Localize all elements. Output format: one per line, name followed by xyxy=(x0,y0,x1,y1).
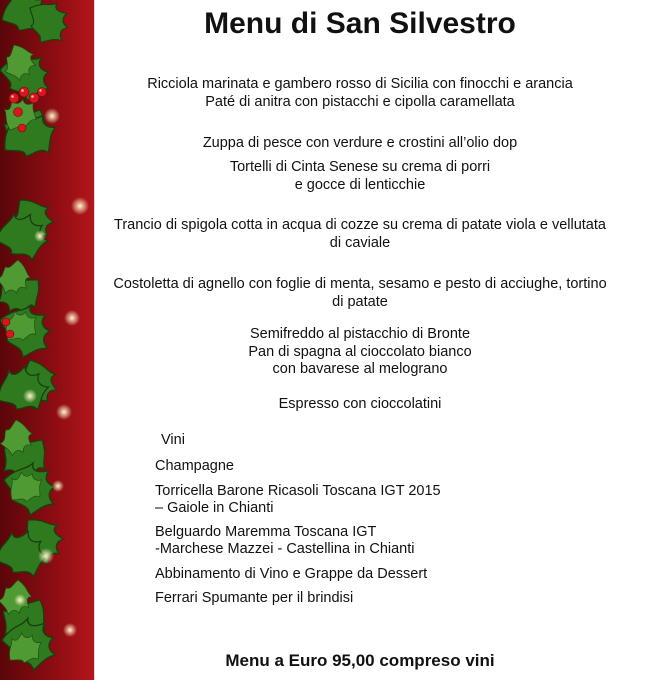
wine-item: Champagne xyxy=(155,458,234,474)
course-primo-2-cont: e gocce di lenticchie xyxy=(294,177,426,193)
wine-item: Torricella Barone Ricasoli Toscana IGT 2015 xyxy=(155,483,441,499)
page-title: Menu di San Silvestro xyxy=(204,7,516,40)
course-secondo-2: Costoletta di agnello con foglie di menta, sesamo e pesto di acciughe, tortino xyxy=(113,276,607,292)
course-secondo-2-cont: di patate xyxy=(332,294,388,310)
wine-item-cont: – Gaiole in Chianti xyxy=(155,500,274,516)
course-antipasto-2: Paté di anitra con pistacchi e cipolla caramellata xyxy=(205,94,515,110)
course-secondo-1: Trancio di spigola cotta in acqua di cozze su crema di patate viola e vellutata xyxy=(114,217,606,233)
wine-item: Ferrari Spumante per il brindisi xyxy=(155,590,354,606)
course-secondo-1-cont: di caviale xyxy=(329,235,391,251)
holly-border-decoration xyxy=(0,0,94,680)
wine-item: Abbinamento di Vino e Grappe da Dessert xyxy=(155,566,428,582)
course-dessert-2-cont: con bavarese al melograno xyxy=(272,361,448,377)
border-edge-line xyxy=(94,0,95,680)
course-coffee: Espresso con cioccolatini xyxy=(278,396,442,412)
menu-price: Menu a Euro 95,00 compreso vini xyxy=(225,651,495,670)
course-primo-1: Zuppa di pesce con verdure e crostini all’olio dop xyxy=(202,135,518,151)
wine-item-cont: -Marchese Mazzei - Castellina in Chianti xyxy=(155,541,415,557)
course-antipasto-1: Ricciola marinata e gambero rosso di Sicilia con finocchi e arancia xyxy=(147,76,573,92)
wines-heading: Vini xyxy=(161,432,185,448)
course-dessert-2: Pan di spagna al cioccolato bianco xyxy=(248,344,472,360)
wine-item: Belguardo Maremma Toscana IGT xyxy=(155,524,377,540)
course-primo-2: Tortelli di Cinta Senese su crema di porri xyxy=(229,159,491,175)
course-dessert-1: Semifreddo al pistacchio di Bronte xyxy=(249,326,471,342)
